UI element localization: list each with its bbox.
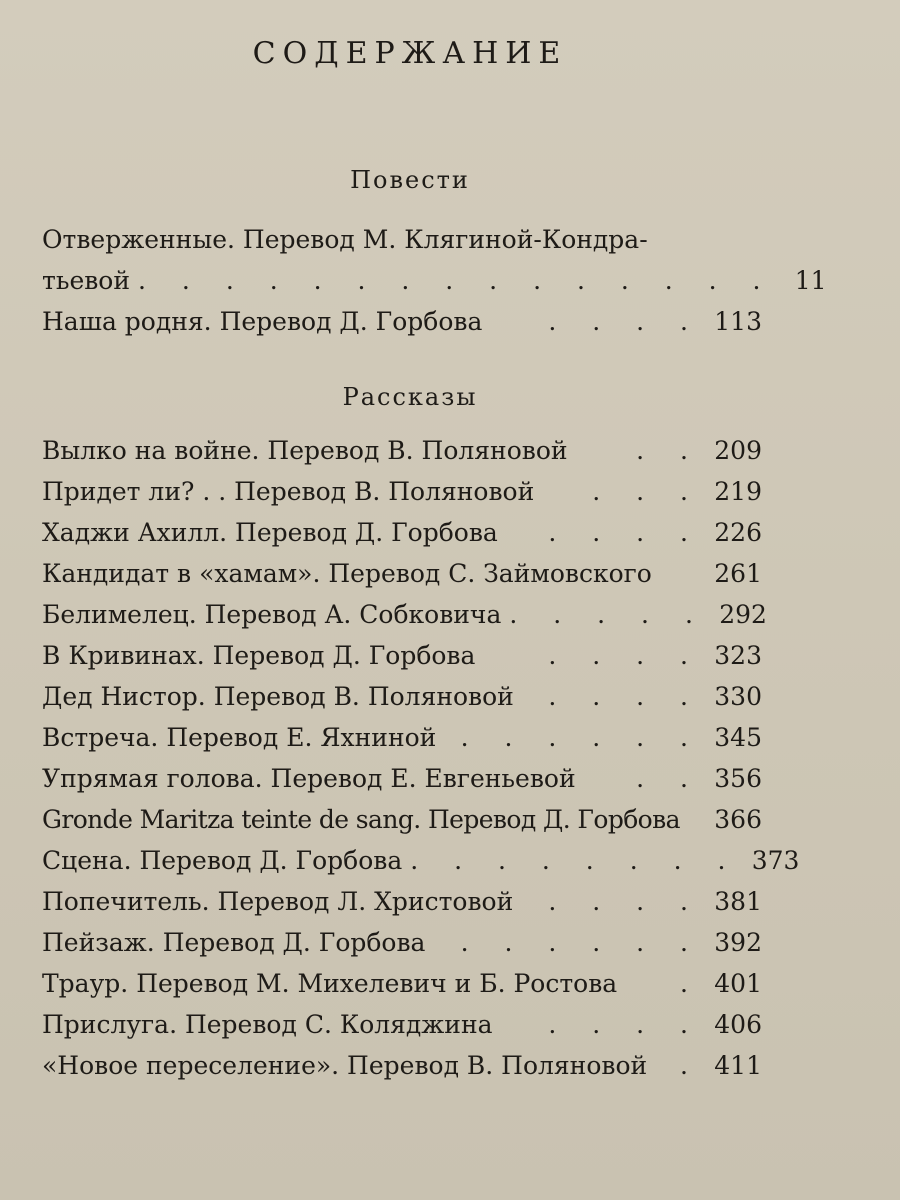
toc-page-number: 381	[714, 887, 762, 916]
toc-entry	[42, 635, 762, 676]
toc-entry-title: Встреча. Перевод Е. Яхниной	[42, 723, 437, 752]
toc-leader-dots: . . . . . .	[460, 723, 702, 752]
toc-entry-title: Прислуга. Перевод С. Коляджина	[42, 1010, 493, 1039]
toc-entry-title: Пейзаж. Перевод Д. Горбова	[42, 928, 426, 957]
toc-entry-title: Упрямая голова. Перевод Е. Евгеньевой	[42, 764, 576, 793]
toc-page-number: 209	[714, 436, 762, 465]
toc-entry	[42, 840, 800, 881]
toc-page-number: 323	[714, 641, 762, 670]
toc-leader-dots: . . . .	[548, 887, 702, 916]
toc-entry-title: Кандидат в «хамам». Перевод С. Займовского	[42, 559, 652, 588]
toc-page-number: 330	[714, 682, 762, 711]
toc-leader-dots: . . . .	[548, 641, 702, 670]
toc-entry-title: Придет ли? . . Перевод В. Поляновой	[42, 477, 535, 506]
toc-entry-title: Траур. Перевод М. Михелевич и Б. Ростова	[42, 969, 618, 998]
toc-page-number: 411	[714, 1051, 762, 1080]
toc-leader-dots: . . . .	[548, 518, 702, 547]
toc-entry-title: Вылко на войне. Перевод В. Поляновой	[42, 436, 568, 465]
toc-entry-title: Сцена. Перевод Д. Горбова	[42, 846, 403, 875]
toc-page-number: 292	[719, 600, 767, 629]
toc-entry	[42, 301, 762, 342]
toc-entry	[42, 717, 762, 758]
toc-entry	[42, 676, 762, 717]
toc-page-number: 401	[714, 969, 762, 998]
toc-page-number: 261	[714, 559, 762, 588]
toc-leader-dots: .	[680, 969, 702, 998]
toc-entry-title: Наша родня. Перевод Д. Горбова	[42, 307, 483, 336]
toc-entry	[42, 219, 827, 301]
toc-page-number: 356	[714, 764, 762, 793]
toc-entry	[42, 430, 762, 471]
toc-entry	[42, 963, 762, 1004]
toc-entry-title: Белимелец. Перевод А. Собковича	[42, 600, 502, 629]
toc-leader-dots: . .	[636, 436, 702, 465]
toc-entry-title: Отверженные. Перевод М. Клягиной-Кондра-	[42, 225, 648, 254]
toc-leader-dots: .	[680, 1051, 702, 1080]
toc-entry	[42, 758, 762, 799]
toc-page-number: 392	[714, 928, 762, 957]
toc-list-povesti	[42, 219, 827, 342]
toc-page-number: 345	[714, 723, 762, 752]
toc-entry-title: Gronde Maritza teinte de sang. Перевод Д. Горбова	[42, 805, 680, 834]
page-title: СОДЕРЖАНИЕ	[252, 36, 568, 71]
toc-page-number: 366	[714, 805, 762, 834]
toc-entry	[42, 881, 762, 922]
toc-leader-dots: . . . . . . . .	[410, 846, 740, 875]
section-heading-povesti: Повести	[350, 166, 470, 194]
toc-leader-dots: . . . .	[548, 682, 702, 711]
toc-leader-dots: . . . .	[548, 1010, 702, 1039]
toc-entry	[42, 594, 767, 635]
toc-entry-title-continued: тьевой	[42, 266, 131, 295]
toc-leader-dots: . . .	[592, 477, 702, 506]
toc-leader-dots: . . . .	[548, 307, 702, 336]
toc-entry-title: «Новое переселение». Перевод В. Поляновой	[42, 1051, 648, 1080]
toc-leader-dots: . .	[636, 764, 702, 793]
toc-list-rasskazy	[42, 430, 800, 1086]
toc-page-number: 11	[794, 266, 827, 295]
toc-entry-title: Попечитель. Перевод Л. Христовой	[42, 887, 514, 916]
toc-entry	[42, 512, 762, 553]
toc-entry	[42, 922, 762, 963]
toc-leader-dots: . . . . . .	[460, 928, 702, 957]
toc-entry-title: Хаджи Ахилл. Перевод Д. Горбова	[42, 518, 498, 547]
toc-leader-dots: . . . . . . . . . . . . . . .	[138, 266, 775, 295]
toc-entry-title: Дед Нистор. Перевод В. Поляновой	[42, 682, 514, 711]
toc-entry	[42, 1045, 762, 1086]
toc-page-number: 373	[751, 846, 800, 875]
toc-entry	[42, 1004, 762, 1045]
section-heading-rasskazy: Рассказы	[342, 383, 478, 411]
toc-entry	[42, 799, 762, 840]
toc-page-number: 406	[714, 1010, 762, 1039]
toc-page-number: 226	[714, 518, 762, 547]
toc-page-number: 113	[714, 307, 762, 336]
toc-entry	[42, 553, 762, 594]
toc-entry	[42, 471, 762, 512]
toc-leader-dots: . . . . .	[509, 600, 707, 629]
toc-page-number: 219	[714, 477, 762, 506]
toc-entry-title: В Кривинах. Перевод Д. Горбова	[42, 641, 476, 670]
